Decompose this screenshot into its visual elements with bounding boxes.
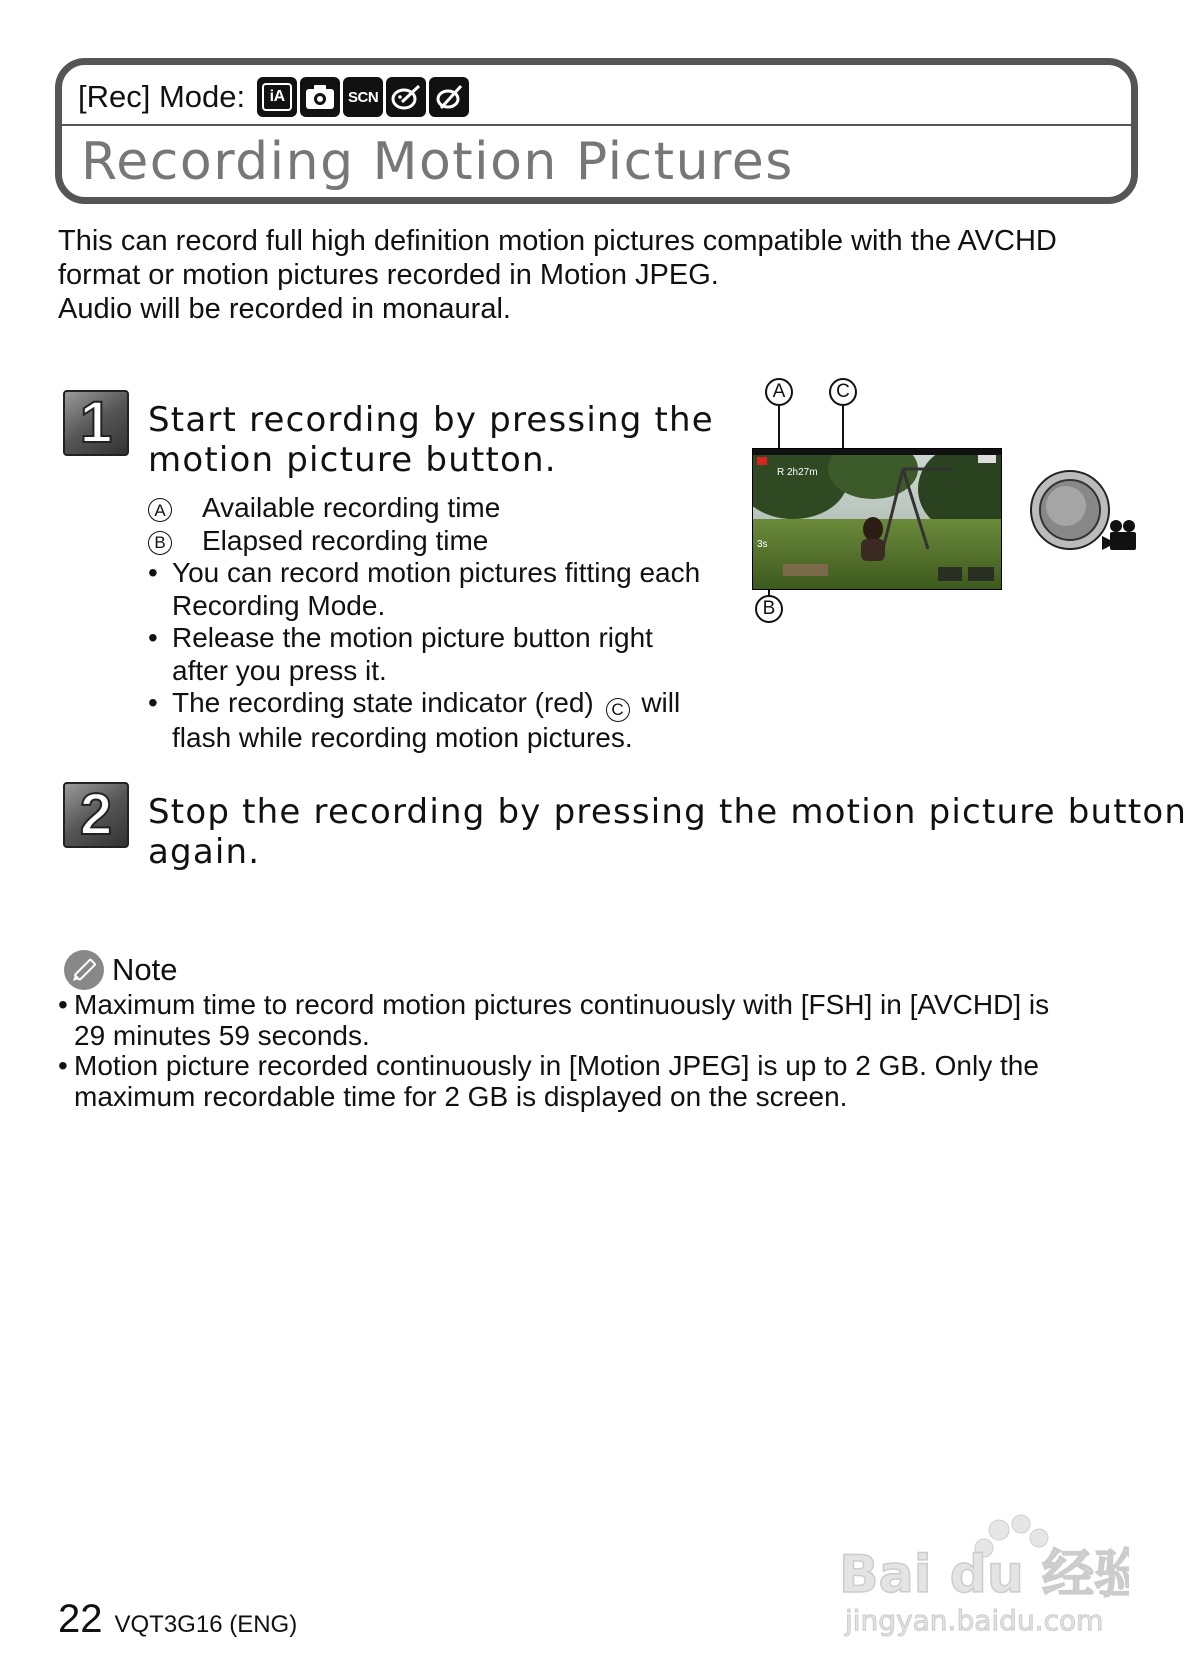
- label-a: A: [765, 378, 793, 406]
- step-2-badge: 2: [63, 782, 129, 848]
- list-item: • Release the motion picture button right after you press it.: [148, 622, 653, 686]
- camera-screen: [752, 448, 1002, 590]
- movie-camera-icon: [1102, 518, 1144, 554]
- note-heading: [64, 950, 177, 990]
- note-label: Note: [112, 952, 178, 987]
- pencil-icon: [64, 950, 104, 990]
- list-item: • Motion picture recorded continuously in [Motion JPEG] is up to 2 GB. Only the maximum recordable time for 2 GB is displayed on the screen.: [58, 1050, 1039, 1112]
- creative-mode-icon: [386, 77, 426, 117]
- custom-mode-icon: [429, 77, 469, 117]
- page-number: 22: [58, 1597, 103, 1641]
- rec-mode-label: [Rec] Mode:: [78, 79, 246, 114]
- marker-a: A: [148, 498, 172, 522]
- watermark-brand: Bai du 经验: [839, 1545, 1129, 1605]
- document-code: VQT3G16 (ENG): [114, 1611, 298, 1638]
- intro-paragraph: [58, 224, 1158, 326]
- marker-b: B: [148, 531, 172, 555]
- mode-icons: [257, 77, 469, 117]
- step-2-title: Stop the recording by pressing the motion picture button again.: [148, 792, 1188, 872]
- list-item: • You can record motion pictures fitting each Recording Mode.: [148, 557, 701, 621]
- camera-mode-icon: [300, 77, 340, 117]
- header-divider: [58, 124, 1133, 126]
- baidu-watermark-logo: [839, 1510, 1129, 1640]
- intro-line: Audio will be recorded in monaural.: [58, 293, 511, 325]
- step-1-title: Start recording by pressing the motion picture button.: [148, 400, 714, 480]
- intro-line: This can record full high definition motion pictures compatible with the AVCHD: [58, 225, 1057, 257]
- marker-c: C: [606, 698, 630, 722]
- screen-elapsed-time: 3s: [757, 539, 768, 550]
- list-item: • The recording state indicator (red) C will flash while recording motion pictures.: [148, 687, 681, 753]
- screen-available-time: R 2h27m: [777, 467, 818, 478]
- watermark-url: jingyan.baidu.com: [845, 1604, 1104, 1637]
- note-body: [58, 990, 1148, 1112]
- list-item: • Maximum time to record motion pictures continuously with [FSH] in [AVCHD] is 29 minutes 59 seconds.: [58, 989, 1050, 1051]
- scn-mode-icon: SCN: [343, 77, 383, 117]
- label-c: C: [829, 378, 857, 406]
- step-1-body: [148, 492, 748, 754]
- page-title: Recording Motion Pictures: [81, 132, 794, 192]
- step-1-badge: 1: [63, 390, 129, 456]
- ia-mode-icon: iA: [257, 77, 297, 117]
- rec-mode-line: [78, 76, 469, 118]
- intro-line: format or motion pictures recorded in Motion JPEG.: [58, 259, 719, 291]
- page-footer: [58, 1597, 297, 1642]
- legend-item-b: B Elapsed recording time: [148, 525, 748, 558]
- legend-item-a: A Available recording time: [148, 492, 748, 525]
- label-b: B: [755, 595, 783, 623]
